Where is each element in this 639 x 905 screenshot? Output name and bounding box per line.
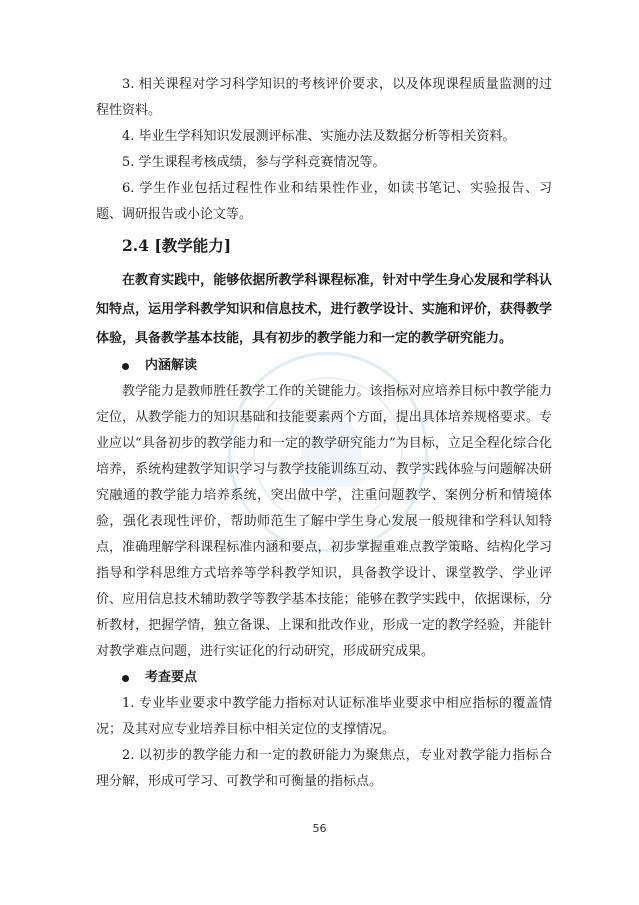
interpretation-title: 内涵解读 — [145, 358, 198, 373]
review-point-1: 1. 专业毕业要求中教学能力指标对认证标准毕业要求中相应指标的覆盖情况；及其对应专业培养目标中相关定位的支撑情况。 — [96, 696, 552, 737]
section-heading: 2.4 [教学能力] — [122, 236, 232, 255]
intro-item-6: 6. 学生作业包括过程性作业和结果性作业，如读书笔记、实验报告、习题、调研报告或小论文等。 — [96, 181, 552, 222]
review-points-title-row — [122, 665, 552, 691]
bullet-icon — [122, 675, 129, 682]
interpretation-body: 教学能力是教师胜任教学工作的关键能力。该指标对应培养目标中教学能力定位，从教学能力的知识基础和技能要素两个方面，提出具体培养规格要求。专业应以“具备初步的教学能力和一定的教学研究能力”为目标，立足全程化综合化培养，系统构建教学知识学习与教学技能训练互动、教学实践体验与问题解决研究融通的教学能力培养系统，突出做中学，注重问题教学、案例分析和情境体验，强化表现性评价，帮助师范生了解中学生身心发展一般规律和学科认知特点，准确理解学科课程标准内涵和要点，初步掌握重难点教学策略、结构化学习指导和学科思维方式培养等学科教学知识，具备教学设计、课堂教学、学业评价、应用信息技术辅助教学等教学基本技能；能够在教学实践中，依据课标，分析教材，把握学情，独立备课、上课和批改作业，形成一定的教学经验，并能针对教学难点问题，进行实证化的行动研究，形成研究成果。 — [96, 384, 552, 659]
standard-text: 在教育实践中，能够依据所教学科课程标准，针对中学生身心发展和学科认知特点，运用学科教学知识和信息技术，进行教学设计、实施和评价，获得教学体验，具备教学基本技能，具有初步的教学能力和一定的教学研究能力。 — [96, 273, 552, 346]
intro-item-3: 3. 相关课程对学习科学知识的考核评价要求，以及体现课程质量监测的过程性资料。 — [96, 77, 552, 118]
review-points-title: 考查要点 — [145, 670, 198, 685]
page-number: 56 — [312, 822, 327, 835]
review-point-2: 2. 以初步的教学能力和一定的教研能力为聚焦点，专业对教学能力指标合理分解，形成可学习、可教学和可衡量的指标点。 — [96, 748, 552, 789]
page-content — [96, 72, 552, 795]
interpretation-title-row — [122, 353, 552, 379]
intro-item-5: 5. 学生课程考核成绩，参与学科竞赛情况等。 — [122, 155, 386, 170]
intro-item-4: 4. 毕业生学科知识发展测评标准、实施办法及数据分析等相关资料。 — [122, 129, 516, 144]
bullet-icon — [122, 363, 129, 370]
